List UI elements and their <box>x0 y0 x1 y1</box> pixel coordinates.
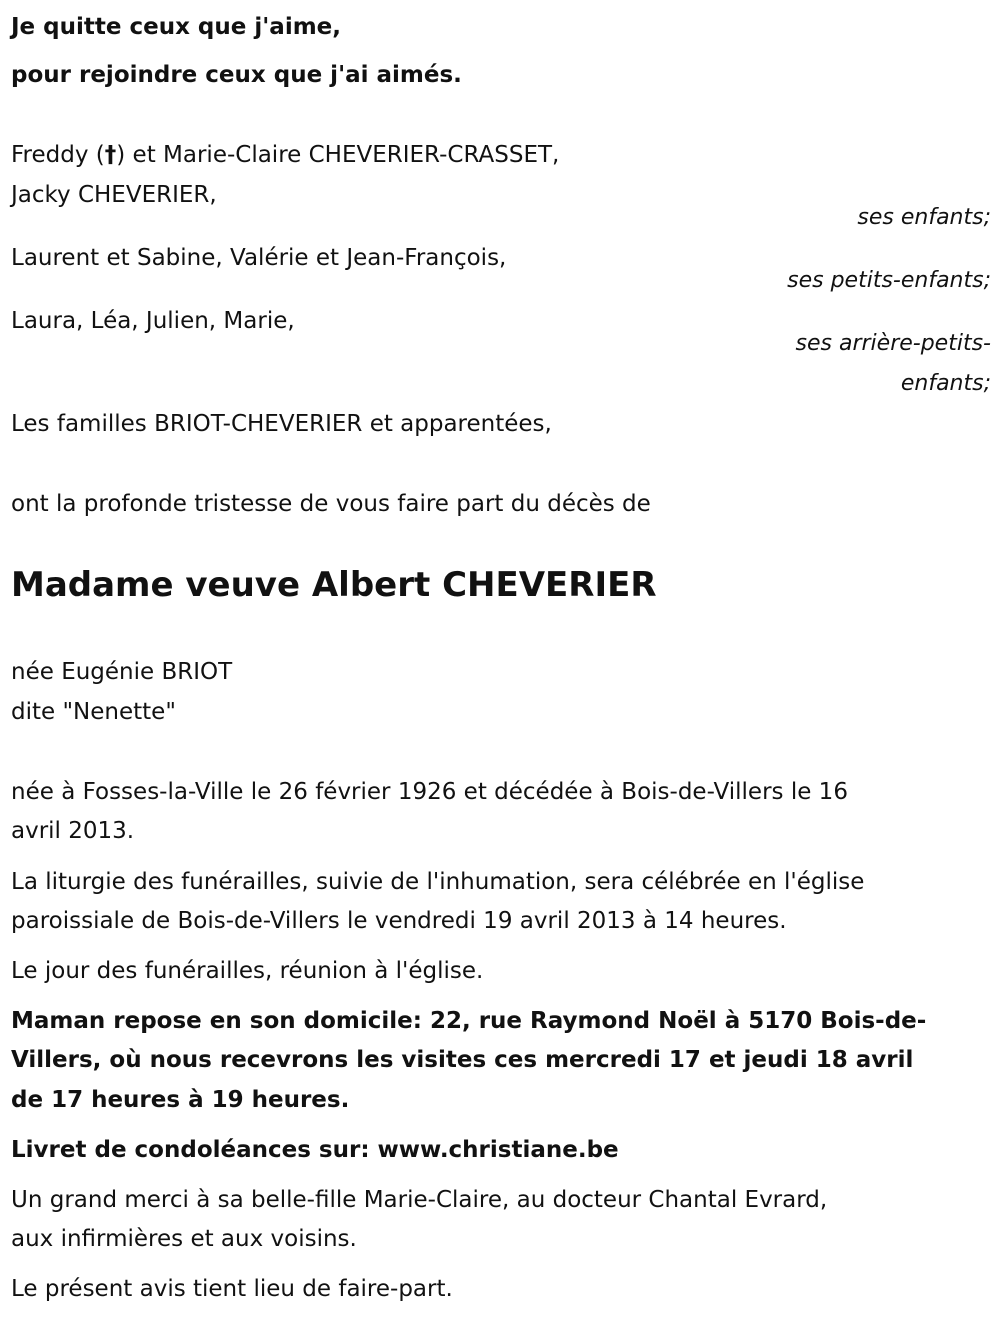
liturgy-line-1: La liturgie des funérailles, suivie de l'inhumation, sera célébrée en l'église <box>11 869 865 895</box>
liturgy-line-2: paroissiale de Bois-de-Villers le vendredi 19 avril 2013 à 14 heures. <box>11 908 787 934</box>
children-role: ses enfants; <box>857 205 991 230</box>
deceased-name: Madame veuve Albert CHEVERIER <box>11 565 657 605</box>
children-names-a: Freddy ( <box>11 142 105 168</box>
rest-line-1: Maman repose en son domicile: 22, rue Raymond Noël à 5170 Bois-de- <box>11 1008 927 1034</box>
birth-death-line-1: née à Fosses-la-Ville le 26 février 1926 et décédée à Bois-de-Villers le 16 <box>11 779 848 805</box>
children-line-1 <box>11 140 559 170</box>
rest-line-3: de 17 heures à 19 heures. <box>11 1087 350 1113</box>
birth-death-line-2: avril 2013. <box>11 818 135 844</box>
thanks-line-1: Un grand merci à sa belle-fille Marie-Claire, au docteur Chantal Evrard, <box>11 1187 828 1213</box>
greatgrandchildren-role-2: enfants; <box>900 371 991 396</box>
notice-line: Le présent avis tient lieu de faire-part. <box>11 1276 453 1302</box>
born-name: née Eugénie BRIOT <box>11 659 233 685</box>
greatgrandchildren-role-1: ses arrière-petits- <box>795 331 991 356</box>
epigraph-line-1: Je quitte ceux que j'aime, <box>11 14 342 40</box>
cross-icon: † <box>104 142 117 168</box>
grandchildren-role: ses petits-enfants; <box>787 268 991 293</box>
meeting-line: Le jour des funérailles, réunion à l'église. <box>11 958 484 984</box>
grandchildren-line: Laurent et Sabine, Valérie et Jean-François, <box>11 245 507 271</box>
greatgrandchildren-line: Laura, Léa, Julien, Marie, <box>11 308 295 334</box>
condolences-line: Livret de condoléances sur: www.christiane.be <box>11 1137 619 1163</box>
nickname: dite "Nenette" <box>11 699 176 725</box>
announcement: ont la profonde tristesse de vous faire part du décès de <box>11 491 651 517</box>
epigraph-line-2: pour rejoindre ceux que j'ai aimés. <box>11 62 462 88</box>
rest-line-2: Villers, où nous recevrons les visites ces mercredi 17 et jeudi 18 avril <box>11 1047 914 1073</box>
children-names-b: ) et Marie-Claire CHEVERIER-CRASSET, <box>116 142 560 168</box>
families-line: Les familles BRIOT-CHEVERIER et apparentées, <box>11 411 552 437</box>
children-line-2: Jacky CHEVERIER, <box>11 182 217 208</box>
thanks-line-2: aux infirmières et aux voisins. <box>11 1226 357 1252</box>
